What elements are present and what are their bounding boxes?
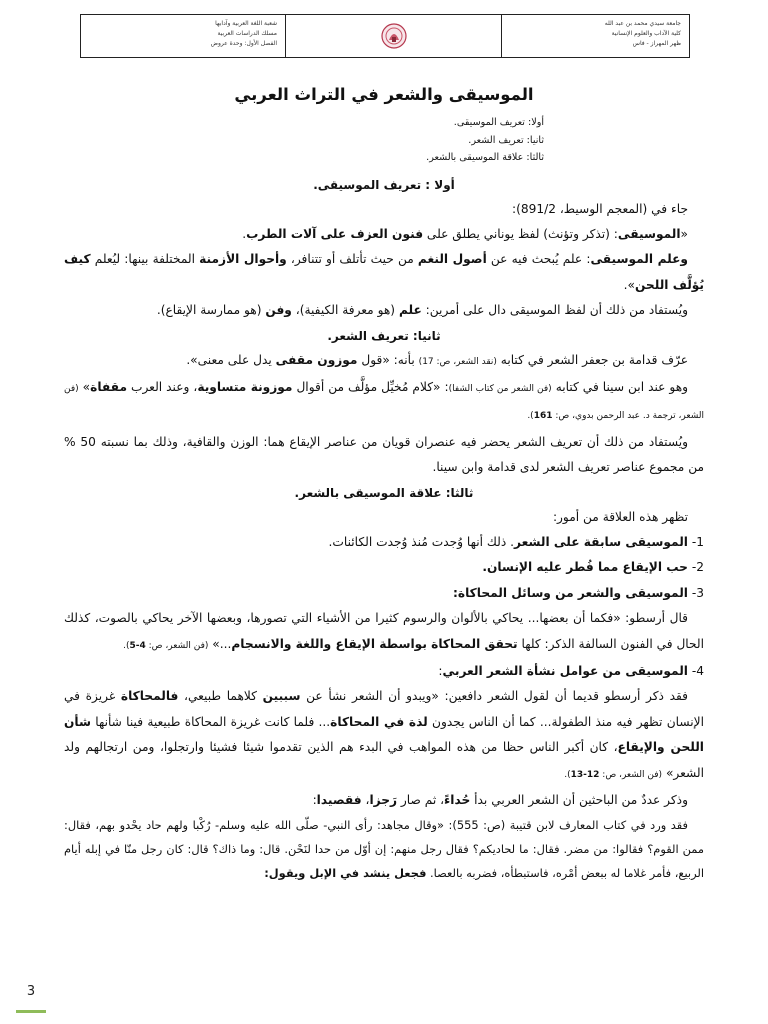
header-right-line: كلية الآداب والعلوم الإنسانية [611, 30, 681, 37]
header-table [80, 14, 690, 58]
header-right-line: ظهر المهراز - فاس [632, 40, 681, 47]
paragraph [64, 222, 704, 247]
bold-text: لذة في المحاكاة [330, 714, 428, 729]
text: » [78, 379, 91, 394]
citation: (فن الشعر، ترجمة د. عبد الرحمن بدوي، ص: [64, 383, 704, 422]
paragraph [64, 505, 704, 530]
text: : علم يُبحث فيه عن [486, 252, 591, 267]
citation-page: 4-5 [129, 640, 146, 651]
toc-item: أولا: تعريف الموسيقى. [453, 117, 544, 128]
citation: ). [123, 640, 130, 651]
paragraph [64, 813, 704, 885]
text: : [438, 664, 443, 678]
text: ...» [208, 636, 232, 651]
document-content [64, 80, 704, 885]
text: جاء في (المعجم الوسيط، 891/2): [511, 201, 688, 216]
text: يدل على معنى». [186, 352, 276, 367]
text: ». [623, 277, 635, 292]
bold-text: وفن [265, 303, 292, 318]
header-logo-cell [285, 15, 501, 57]
bold-text: الموسيقى سابقة على الشعر [514, 534, 688, 549]
page-title: الموسيقى والشعر في التراث العربي [234, 85, 534, 104]
list-item [64, 555, 704, 580]
citation: (فن الشعر، ص: [145, 640, 209, 651]
list-item [64, 659, 704, 684]
text: ، [361, 793, 370, 808]
text: كلاهما طبيعي، [178, 689, 263, 704]
header-left-line: الفصل الأول: وحدة عروض [210, 40, 277, 47]
text: (هو معرفة الكيفية)، [291, 303, 399, 318]
text: تظهر هذه العلاقة من أمور: [552, 509, 688, 524]
paragraph [64, 348, 704, 375]
bold-text: رَجزا [369, 793, 398, 808]
header-department-info [81, 15, 285, 57]
bold-text: فقصيدا [316, 793, 362, 808]
university-seal-icon [380, 22, 408, 50]
text: من حيث تأتلف أو تتنافر، [286, 252, 418, 267]
citation: ). [564, 769, 571, 780]
text: ، كان أكبر الناس حظا من هذه المواهب في البدء هم الذين تقدموا شيئا فشيئا وارتجلوا، ومن ارتجالهم ولد الشعر» [64, 740, 704, 780]
bold-text: حب الإيقاع مما فُطر عليه الإنسان. [482, 560, 688, 575]
bold-text: تحقق المحاكاة بواسطة الإيقاع واللغة والانسجام [231, 636, 518, 651]
text: : (تذكر وتؤنث) لفظ يوناني يطلق على [423, 226, 618, 241]
citation: (نقد الشعر، ص: 17) [418, 356, 497, 367]
bold-text: فالمحاكاة [120, 689, 179, 704]
text: ويُستفاد من ذلك أن لفظ الموسيقى دال على أمرين: [421, 303, 688, 318]
paragraph [64, 298, 704, 323]
bold-text: علم [398, 303, 422, 318]
bold-text: كيف يُؤلَّف اللحن [64, 252, 704, 292]
text: ، وعند العرب [127, 379, 198, 394]
section-heading-relation: ثالثا: علاقة الموسيقى بالشعر. [294, 485, 474, 500]
paragraph [64, 375, 704, 430]
bold-text: موزونة متساوية [197, 379, 293, 394]
text: وهو عند ابن سينا في كتابه [551, 379, 689, 394]
text: فقد ذكر أرسطو قديما أن لقول الشعر دافعين: «ويبدو أن الشعر نشأ عن [300, 689, 688, 704]
bold-text: الموسيقى والشعر من وسائل المحاكاة: [453, 585, 688, 600]
paragraph [64, 247, 704, 298]
paragraph [64, 788, 704, 813]
bold-text: مقفاة [90, 379, 127, 394]
text: : [312, 793, 317, 808]
bold-text: حُداءً [444, 793, 471, 808]
list-number: 2- [687, 560, 704, 575]
text: بأنه: «قول [357, 352, 419, 367]
list-number: 1- [687, 534, 704, 549]
text: قال أرسطو: «فكما أن بعضها... يحاكي بالألوان والرسوم كثيرا من الأشياء التي تصورها، وبعضها الآخر يحاكي بالصوت، كذلك الحال في الفنون السالفة الذكر: كلها [64, 611, 704, 651]
bold-text: وعلم الموسيقى [590, 252, 688, 267]
text: ، ثم صار [397, 793, 445, 808]
bold-text: الموسيقى من عوامل نشأة الشعر العربي [442, 664, 688, 678]
list-item [64, 530, 704, 555]
bold-text: فنون العزف على آلات الطرب [246, 226, 424, 241]
page-number: 3 [16, 980, 46, 1013]
toc-item: ثالثا: علاقة الموسيقى بالشعر. [426, 152, 544, 163]
bold-text: موزون مقفى [275, 352, 358, 367]
citation-page: 12-13 [570, 769, 600, 780]
header-university-info [501, 15, 689, 57]
section-heading-music: أولا : تعريف الموسيقى. [313, 177, 455, 192]
text: ... فلما كانت غريزة المحاكاة طبيعية فينا شأنها [90, 714, 331, 729]
text: : «كلام مُخيِّل مؤلَّف من أقوال [292, 379, 449, 394]
text: ويُستفاد من ذلك أن تعريف الشعر يحضر فيه عنصران قويان من عناصر الإيقاع هما: الوزن والقافية، وذلك بما نسبته 50 % من مجموع عناصر تعريف الشعر لدى قدامة وابن سينا. [64, 434, 704, 475]
text: المختلفة بينها: ليُعلم [90, 252, 200, 267]
citation: (فن الشعر، ص: [599, 769, 663, 780]
list-item [64, 581, 704, 606]
text: غريزة في الإنسان تظهر فيه منذ الطفولة... كما أن الناس يجدون [64, 689, 704, 729]
text: وذكر عددٌ من الباحثين أن الشعر العربي بدأ [470, 793, 688, 808]
citation-page: 161 [533, 411, 553, 422]
paragraph [64, 197, 704, 222]
text: . [242, 226, 247, 241]
citation: ). [527, 411, 534, 422]
paragraph [64, 430, 704, 481]
citation: (فن الشعر من كتاب الشفا) [448, 383, 552, 394]
paragraph [64, 684, 704, 788]
paragraph [64, 606, 704, 659]
bold-text: سببين [262, 689, 301, 704]
section-heading-poetry: ثانيا: تعريف الشعر. [327, 328, 441, 343]
table-of-contents [64, 114, 704, 167]
text: فقد ورد في كتاب المعارف لابن قتيبة (ص: 555): «وقال مجاهد: رأى النبي- صلّى الله عليه وسلم- رُكْبا ولهم حاد يحْدو بهم، فقال: ممن القوم؟ فقالوا: من مضر. فقال: ما لحاديكم؟ فقال رجل منهم: إن أوّل من حدا لنَحْن. قال: وما ذاك؟ قال: كان رجل منّا في إبله أيام الربيع، فأمر غلاما له ببعض أمْره، فاستبطأه، فضربه بالعصا. [64, 818, 704, 881]
bold-text: وأحوال الأزمنة [199, 252, 287, 267]
header-left-line: شعبة اللغة العربية وآدابها [215, 20, 277, 27]
list-number: 4- [687, 664, 704, 678]
header-right-line: جامعة سيدي محمد بن عبد الله [604, 20, 681, 27]
text: عرّف قدامة بن جعفر الشعر في كتابه [496, 352, 688, 367]
bold-text: أصول النغم [417, 252, 487, 267]
text: (هو ممارسة الإيقاع). [156, 303, 266, 318]
bold-text: الموسيقى [617, 226, 681, 241]
bold-text: شأن اللحن والإيقاع [64, 714, 704, 755]
toc-item: ثانيا: تعريف الشعر. [468, 134, 544, 146]
list-number: 3- [687, 585, 704, 600]
header-left-line: مسلك الدراسات العربية [217, 30, 277, 37]
text: . ذلك أنها وُجدت مُنذ وُجدت الكائنات. [328, 534, 515, 549]
text: « [680, 226, 688, 241]
bold-text: فجعل ينشد في الإبل ويقول: [264, 866, 427, 881]
